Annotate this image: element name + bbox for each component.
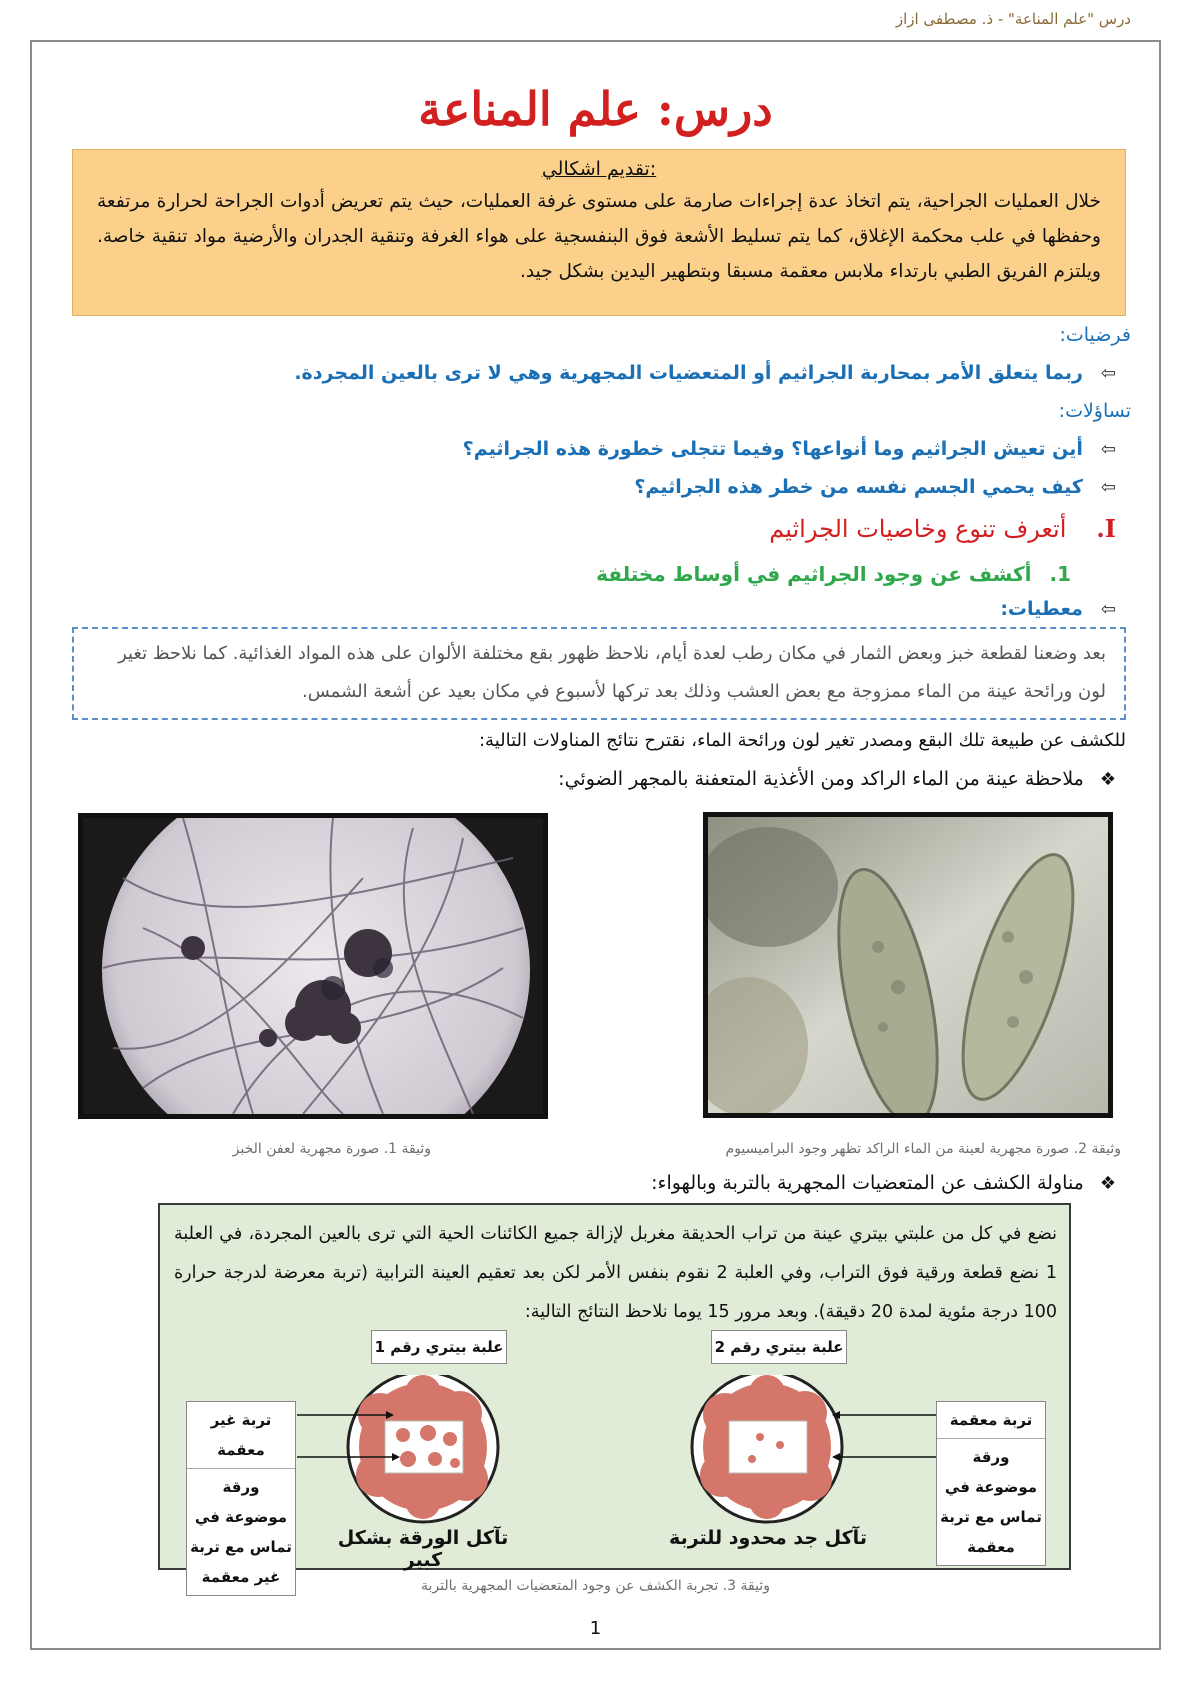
intro-heading: تقديم اشكالي: <box>541 158 657 180</box>
arrow-icon: ⇦ <box>1100 477 1116 498</box>
intro-body: خلال العمليات الجراحية، يتم اتخاذ عدة إجراءات صارمة على مستوى غرفة العمليات، حيث يتم تعريض أدوات الجراحة لحرارة مرتفعة وحفظها في علب محكمة الإغلاق، كما يتم تسليط الأشعة فوق البنفسجية على هواء الغرفة وتنقية الجدران والأرضية مواد تنقية خاصة. ويلتزم الفريق الطبي بارتداء ملابس معقمة مسبقا وبتطهير اليدين بشكل جيد. <box>97 191 1101 282</box>
dish2-side-labels <box>936 1401 1046 1566</box>
dish2-label: علبة بيتري رقم 2 <box>711 1330 847 1364</box>
page-title: درس: علم المناعة <box>418 82 773 136</box>
experiments-intro: للكشف عن طبيعة تلك البقع ومصدر تغير لون ورائحة الماء، نقترح نتائج المناولات التالية: <box>478 730 1126 751</box>
arrow-icon: ⇦ <box>1100 363 1116 384</box>
dish2-soil-label: تربة معقمة <box>937 1402 1045 1439</box>
dish2-paper-label: ورقة موضوعة في تماس مع تربة معقمة <box>940 1448 1042 1556</box>
experiment-text: نضع في كل من علبتي بيتري عينة من تراب الحديقة مغربل لإزالة جميع الكائنات الحية التي ترى بالعين المجردة، في العلبة 1 نضع قطعة ورقية فوق التراب، وفي العلبة 2 نقوم بنفس الأمر لكن بعد تعقيم العينة الترابية (تربة معرضة لدرجة حرارة 100 درجة مئوية لمدة 20 دقيقة). وبعد مرور 15 يوما نلاحظ النتائج التالية: <box>174 1224 1057 1322</box>
petri-dish-1 <box>297 1375 498 1522</box>
arrow-icon: ⇦ <box>1100 599 1116 620</box>
data-text: بعد وضعنا لقطعة خبز وبعض الثمار في مكان رطب لعدة أيام، نلاحظ ظهور بقع مختلفة الألوان على هذه المواد الغذائية. كما نلاحظ تغير لون ورائحة عينة من الماء ممزوجة مع بعض العشب وذلك بعد تركها لأسبوع في مكان بعيد عن أشعة الشمس. <box>118 643 1106 702</box>
data-label: ⇦معطيات: <box>1000 598 1116 620</box>
dish1-soil-label: تربة غير معقمة <box>187 1402 295 1469</box>
diamond-bullet-icon: ❖ <box>1099 1173 1116 1194</box>
hypothesis-item: ⇦ربما يتعلق الأمر بمحاربة الجراثيم أو المتعضيات المجهرية وهي لا ترى بالعين المجردة. <box>294 362 1116 384</box>
bread-mold-image <box>83 818 543 1114</box>
doc1-caption: وثيقة 1. صورة مجهرية لعفن الخبز <box>232 1141 431 1157</box>
petri-dishes-diagram <box>160 1375 1069 1525</box>
dish1-paper-label: ورقة موضوعة في تماس مع تربة غير معقمة <box>190 1478 292 1586</box>
hypotheses-label: فرضيات: <box>1059 324 1131 346</box>
subsection-heading: 1.أكشف عن وجود الجراثيم في أوساط مختلفة <box>596 562 1071 586</box>
dish1-side-labels <box>186 1401 296 1596</box>
question-item: ⇦أين تعيش الجراثيم وما أنواعها؟ وفيما تتجلى خطورة هذه الجراثيم؟ <box>462 438 1116 460</box>
section-heading: I.أتعرف تنوع وخاصيات الجراثيم <box>769 514 1116 543</box>
dish1-label: علبة بيتري رقم 1 <box>371 1330 507 1364</box>
data-box <box>72 627 1126 720</box>
dish2-result: تآكل جد محدود للتربة <box>669 1527 867 1549</box>
intro-box <box>72 149 1126 316</box>
paramecium-micrograph <box>703 812 1113 1118</box>
page-number: 1 <box>589 1618 602 1639</box>
doc2-caption: وثيقة 2. صورة مجهرية لعينة من الماء الراكد تظهر وجود البراميسيوم <box>725 1141 1121 1157</box>
question-item: ⇦كيف يحمي الجسم نفسه من خطر هذه الجراثيم؟ <box>634 476 1116 498</box>
bullet-item: ❖مناولة الكشف عن المتعضيات المجهرية بالتربة وبالهواء: <box>651 1172 1116 1194</box>
dish1-result: تآكل الورقة بشكل كبير <box>337 1527 509 1571</box>
doc3-caption: وثيقة 3. تجربة الكشف عن وجود المتعضيات المجهرية بالتربة <box>421 1578 770 1594</box>
arrow-icon: ⇦ <box>1100 439 1116 460</box>
bread-mold-micrograph <box>78 813 548 1119</box>
paramecium-image <box>708 817 1108 1113</box>
running-header: درس "علم المناعة" - ذ. مصطفى ازاز <box>895 10 1131 28</box>
bullet-item: ❖ملاحظة عينة من الماء الراكد ومن الأغذية المتعفنة بالمجهر الضوئي: <box>558 768 1116 790</box>
diamond-bullet-icon: ❖ <box>1099 769 1116 790</box>
petri-dish-2 <box>692 1375 936 1522</box>
questions-label: تساؤلات: <box>1058 400 1131 422</box>
